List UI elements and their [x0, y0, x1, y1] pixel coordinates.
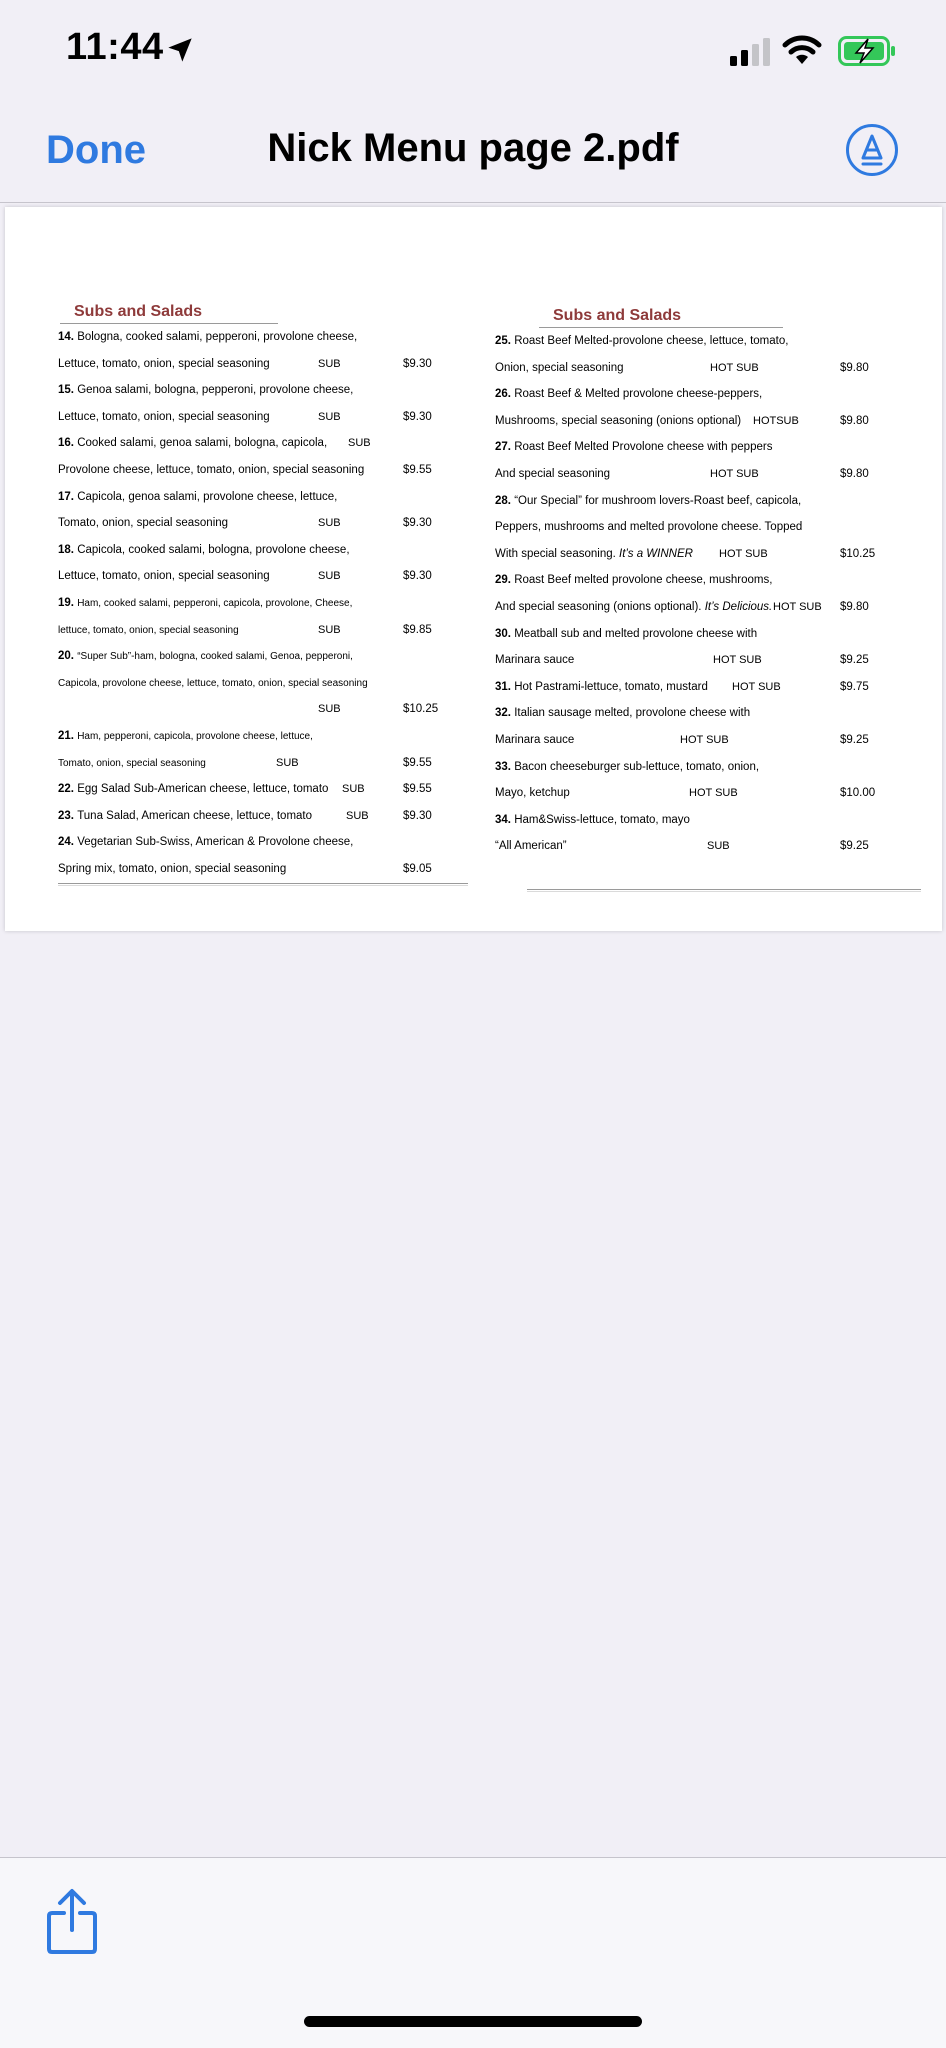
menu-column-right: [495, 307, 925, 860]
menu-line: [58, 776, 468, 803]
share-button[interactable]: [44, 1888, 100, 1956]
item-description: Tomato, onion, special seasoning: [58, 757, 206, 769]
menu-line: [495, 434, 925, 461]
menu-line: [495, 754, 925, 781]
menu-line: [495, 381, 925, 408]
item-number: 18.: [58, 543, 78, 556]
item-price: $9.05: [403, 862, 432, 875]
item-type: HOT SUB: [773, 600, 822, 613]
item-number: 21.: [58, 729, 78, 742]
menu-lines-right: [495, 328, 925, 860]
item-price: $9.30: [403, 517, 432, 530]
menu-line: [58, 829, 468, 856]
item-number: 24.: [58, 836, 78, 849]
item-description: Onion, special seasoning: [495, 361, 624, 374]
item-number: 33.: [495, 760, 515, 773]
menu-line: [495, 514, 925, 541]
menu-column-left: [58, 303, 468, 882]
item-description: Provolone cheese, lettuce, tomato, onion, special seasoning: [58, 463, 365, 476]
menu-line: [495, 807, 925, 834]
item-number: 16.: [58, 437, 78, 450]
navigation-bar: [0, 100, 946, 202]
item-description: Ham, cooked salami, pepperoni, capicola, provolone, Cheese,: [77, 597, 353, 609]
item-type: HOTSUB: [753, 414, 799, 427]
item-description: Roast Beef & Melted provolone cheese-peppers,: [514, 388, 763, 401]
done-button[interactable]: Done: [46, 128, 146, 172]
item-description: “Our Special” for mushroom lovers-Roast beef, capicola,: [514, 494, 802, 507]
section-heading: Subs and Salads: [539, 307, 783, 328]
status-time: 11:44: [66, 26, 164, 68]
menu-line: [58, 696, 468, 723]
menu-line: [58, 430, 468, 457]
item-description: Marinara sauce: [495, 733, 575, 746]
menu-line: [58, 750, 468, 777]
item-description: Roast Beef melted provolone cheese, mushrooms,: [514, 574, 773, 587]
menu-line: [495, 674, 925, 701]
item-type: HOT SUB: [732, 680, 781, 693]
item-price: $9.80: [840, 414, 869, 427]
menu-line: [58, 803, 468, 830]
item-number: 25.: [495, 335, 515, 347]
section-heading: Subs and Salads: [60, 303, 278, 324]
menu-line: [58, 351, 468, 378]
menu-line: [495, 594, 925, 621]
item-tagline: It’s a WINNER: [615, 547, 693, 560]
item-description: Lettuce, tomato, onion, special seasoning: [58, 570, 270, 583]
item-type: SUB: [346, 809, 369, 822]
menu-line: [58, 617, 468, 644]
item-number: 31.: [495, 680, 515, 693]
menu-line: [495, 647, 925, 674]
item-description: Lettuce, tomato, onion, special seasoning: [58, 410, 270, 423]
menu-line: [495, 461, 925, 488]
battery-charging-icon: [838, 36, 896, 66]
markup-pen-icon: [855, 133, 889, 167]
item-type: SUB: [318, 357, 341, 370]
item-number: 29.: [495, 574, 515, 587]
item-price: $10.25: [403, 703, 439, 716]
item-description: And special seasoning (onions optional).: [495, 600, 702, 613]
item-type: HOT SUB: [719, 547, 768, 560]
item-type: SUB: [318, 623, 341, 636]
menu-line: [495, 727, 925, 754]
item-description: “Super Sub”-ham, bologna, cooked salami, Genoa, pepperoni,: [77, 651, 353, 663]
item-description: Mayo, ketchup: [495, 787, 570, 800]
item-price: $9.25: [840, 654, 869, 667]
menu-line: [495, 541, 925, 568]
item-number: 34.: [495, 813, 515, 826]
nav-divider: [0, 202, 946, 203]
item-tagline: It’s Delicious.: [701, 600, 773, 613]
item-description: Marinara sauce: [495, 654, 575, 667]
item-description: Spring mix, tomato, onion, special seasoning: [58, 862, 287, 875]
item-description: Peppers, mushrooms and melted provolone cheese. Topped: [495, 521, 803, 534]
item-description: “All American”: [495, 840, 567, 853]
markup-button[interactable]: [846, 124, 898, 176]
menu-line: [495, 328, 925, 355]
item-price: $9.80: [840, 600, 869, 613]
item-type: HOT SUB: [689, 787, 738, 800]
item-description: Capicola, provolone cheese, lettuce, tomato, onion, special seasoning: [58, 677, 368, 689]
item-number: 28.: [495, 494, 515, 507]
menu-line: [58, 856, 468, 883]
item-description: Tuna Salad, American cheese, lettuce, tomato: [77, 809, 313, 822]
item-description: Ham, pepperoni, capicola, provolone cheese, lettuce,: [77, 730, 313, 742]
home-indicator: [304, 2016, 642, 2027]
item-price: $9.80: [840, 467, 869, 480]
item-type: SUB: [348, 437, 371, 450]
menu-line: [58, 404, 468, 431]
pdf-page[interactable]: [5, 207, 942, 931]
item-description: Capicola, genoa salami, provolone cheese, lettuce,: [77, 490, 338, 503]
item-price: $9.75: [840, 680, 869, 693]
menu-line: [58, 643, 468, 670]
menu-line: [495, 621, 925, 648]
wifi-icon: [782, 34, 822, 66]
item-number: 22.: [58, 783, 78, 796]
item-description: Vegetarian Sub-Swiss, American & Provolone cheese,: [77, 836, 354, 849]
item-description: Roast Beef Melted Provolone cheese with peppers: [514, 441, 773, 454]
item-price: $9.25: [840, 733, 869, 746]
item-price: $9.30: [403, 570, 432, 583]
item-number: 23.: [58, 809, 78, 822]
item-description: Roast Beef Melted-provolone cheese, lettuce, tomato,: [514, 335, 789, 347]
item-number: 27.: [495, 441, 515, 454]
item-number: 19.: [58, 596, 78, 609]
item-number: 26.: [495, 388, 515, 401]
status-bar: [0, 0, 946, 100]
item-number: 17.: [58, 490, 78, 503]
item-type: HOT SUB: [710, 467, 759, 480]
menu-line: [58, 377, 468, 404]
item-price: $9.30: [403, 410, 432, 423]
item-description: Lettuce, tomato, onion, special seasoning: [58, 357, 270, 370]
menu-line: [58, 670, 468, 697]
item-description: Egg Salad Sub-American cheese, lettuce, tomato: [77, 783, 329, 796]
item-price: $10.25: [840, 547, 876, 560]
item-type: HOT SUB: [713, 654, 762, 667]
item-type: SUB: [342, 783, 365, 796]
menu-lines-left: [58, 324, 468, 882]
item-price: $9.55: [403, 463, 432, 476]
menu-line: [495, 488, 925, 515]
item-type: SUB: [276, 756, 299, 769]
menu-line: [495, 780, 925, 807]
menu-line: [58, 457, 468, 484]
item-description: lettuce, tomato, onion, special seasoning: [58, 624, 239, 636]
item-type: SUB: [318, 410, 341, 423]
item-description: Mushrooms, special seasoning (onions optional): [495, 414, 742, 427]
menu-line: [58, 537, 468, 564]
item-description: Italian sausage melted, provolone cheese with: [514, 707, 751, 720]
item-description: Hot Pastrami-lettuce, tomato, mustard: [514, 680, 708, 693]
location-arrow-icon: [166, 36, 194, 64]
item-number: 14.: [58, 331, 78, 343]
share-icon: [44, 1888, 100, 1956]
item-description: And special seasoning: [495, 467, 611, 480]
menu-line: [58, 324, 468, 351]
item-description: Capicola, cooked salami, bologna, provolone cheese,: [77, 543, 350, 556]
item-price: $9.30: [403, 809, 432, 822]
item-price: $9.80: [840, 361, 869, 374]
item-description: Meatball sub and melted provolone cheese with: [514, 627, 758, 640]
menu-line: [495, 700, 925, 727]
item-description: Tomato, onion, special seasoning: [58, 517, 229, 530]
item-price: $10.00: [840, 787, 876, 800]
cellular-signal-icon: [730, 38, 772, 66]
section-divider: [527, 889, 921, 892]
menu-line: [58, 723, 468, 750]
menu-line: [58, 484, 468, 511]
menu-line: [495, 567, 925, 594]
menu-line: [495, 408, 925, 435]
item-description: Cooked salami, genoa salami, bologna, capicola,: [77, 437, 328, 450]
item-number: 15.: [58, 384, 78, 397]
item-type: SUB: [318, 703, 341, 716]
item-number: 20.: [58, 650, 78, 663]
item-description: Bacon cheeseburger sub-lettuce, tomato, onion,: [514, 760, 760, 773]
item-description: With special seasoning.: [495, 547, 616, 560]
item-description: Ham&Swiss-lettuce, tomato, mayo: [514, 813, 690, 826]
item-type: SUB: [318, 517, 341, 530]
menu-line: [58, 510, 468, 537]
item-number: 32.: [495, 707, 515, 720]
item-description: Genoa salami, bologna, pepperoni, provolone cheese,: [77, 384, 354, 397]
item-price: $9.55: [403, 756, 432, 769]
item-price: $9.85: [403, 623, 432, 636]
menu-line: [495, 833, 925, 860]
menu-line: [495, 355, 925, 382]
item-type: HOT SUB: [680, 733, 729, 746]
document-title: Nick Menu page 2.pdf: [267, 126, 679, 170]
menu-line: [58, 563, 468, 590]
item-price: $9.25: [840, 840, 869, 853]
menu-line: [58, 590, 468, 617]
item-type: HOT SUB: [710, 361, 759, 374]
item-price: $9.55: [403, 783, 432, 796]
item-description: Bologna, cooked salami, pepperoni, provolone cheese,: [77, 331, 358, 343]
item-number: 30.: [495, 627, 515, 640]
item-price: $9.30: [403, 357, 432, 370]
item-type: SUB: [707, 840, 730, 853]
item-type: SUB: [318, 570, 341, 583]
section-divider: [58, 883, 468, 886]
